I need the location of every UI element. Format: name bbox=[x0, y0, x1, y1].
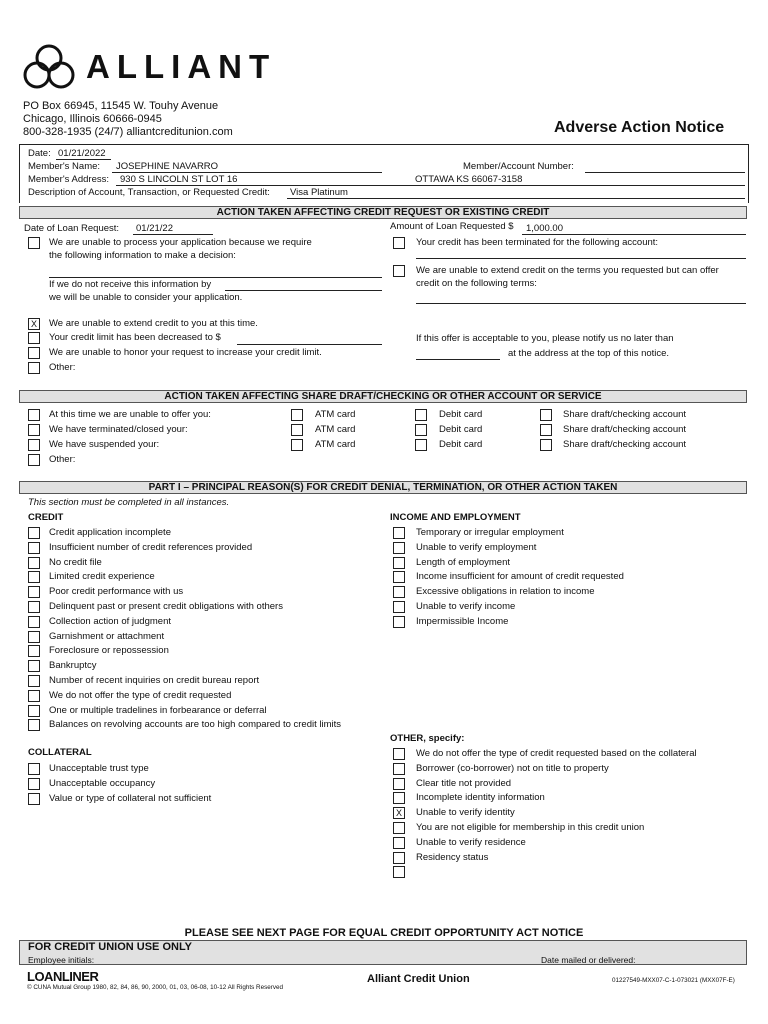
other-reason-3: Incomplete identity information bbox=[416, 792, 545, 804]
checkbox-debit-1[interactable] bbox=[415, 409, 427, 421]
credit-union-use-only: FOR CREDIT UNION USE ONLY bbox=[28, 941, 192, 953]
income-checkbox-1[interactable] bbox=[393, 542, 405, 554]
atm-card-1: ATM card bbox=[315, 409, 356, 420]
credit-checkbox-12[interactable] bbox=[28, 705, 40, 717]
option-terminated: Your credit has been terminated for the following account: bbox=[416, 237, 659, 248]
other-checkbox-7[interactable] bbox=[393, 852, 405, 864]
member-address: 930 S LINCOLN ST LOT 16 bbox=[120, 174, 238, 185]
credit-checkbox-13[interactable] bbox=[28, 719, 40, 731]
income-checkbox-2[interactable] bbox=[393, 557, 405, 569]
credit-checkbox-1[interactable] bbox=[28, 542, 40, 554]
section3-title: PART I – PRINCIPAL REASON(S) FOR CREDIT DENIAL, TERMINATION, OR OTHER ACTION TAKEN bbox=[19, 481, 747, 494]
unable-to-consider: we will be unable to consider your application. bbox=[49, 292, 243, 303]
credit-reason-10: Number of recent inquiries on credit bureau report bbox=[49, 675, 260, 686]
income-checkbox-4[interactable] bbox=[393, 586, 405, 598]
other-reason-5: You are not eligible for membership in this credit union bbox=[416, 822, 645, 833]
date-mailed: Date mailed or delivered: bbox=[541, 955, 636, 965]
credit-reason-8: Foreclosure or repossession bbox=[49, 645, 169, 657]
credit-checkbox-2[interactable] bbox=[28, 557, 40, 569]
income-reason-1: Unable to verify employment bbox=[416, 541, 537, 553]
other-reason-1: Borrower (co-borrower) not on title to property bbox=[416, 762, 609, 774]
checkbox-atm-2[interactable] bbox=[291, 424, 303, 436]
other-heading: OTHER, specify: bbox=[390, 733, 465, 744]
amount-label: Amount of Loan Requested $ bbox=[390, 221, 514, 232]
checkbox-unable-extend[interactable] bbox=[28, 318, 40, 330]
credit-reason-4: Poor credit performance with us bbox=[49, 586, 184, 598]
credit-checkbox-3[interactable] bbox=[28, 571, 40, 583]
description-value: Visa Platinum bbox=[290, 187, 348, 198]
info-by-label: If we do not receive this information by bbox=[49, 279, 212, 290]
brand-name: ALLIANT bbox=[86, 48, 277, 85]
debit-card-3: Debit card bbox=[439, 439, 483, 450]
credit-reason-3: Limited credit experience bbox=[49, 571, 155, 583]
row-other-account: Other: bbox=[49, 454, 76, 465]
checkbox-suspended[interactable] bbox=[28, 439, 40, 451]
other-checkbox-1[interactable] bbox=[393, 763, 405, 775]
income-heading: INCOME AND EMPLOYMENT bbox=[390, 512, 521, 523]
credit-reason-9: Bankruptcy bbox=[49, 660, 97, 672]
option-unable-extend: We are unable to extend credit to you at this time. bbox=[49, 318, 258, 329]
alliant-rings-icon bbox=[20, 44, 78, 92]
checkbox-need-info[interactable] bbox=[28, 237, 40, 249]
address-line-3: 800-328-1935 (24/7) alliantcreditunion.com bbox=[23, 126, 233, 138]
option-limit-decreased: Your credit limit has been decreased to $ bbox=[49, 332, 221, 343]
credit-checkbox-10[interactable] bbox=[28, 675, 40, 687]
option-need-info: We are unable to process your application because we require bbox=[49, 237, 312, 248]
copyright: © CUNA Mutual Group 1980, 82, 84, 86, 90, 2000, 01, 03, 06-08, 10-12 All Rights Reserved bbox=[27, 984, 283, 991]
debit-card-2: Debit card bbox=[439, 424, 483, 435]
row-suspended: We have suspended your: bbox=[49, 439, 160, 450]
other-checkbox-3[interactable] bbox=[393, 792, 405, 804]
credit-reason-11: We do not offer the type of credit requested bbox=[49, 689, 232, 701]
credit-reason-7: Garnishment or attachment bbox=[49, 630, 165, 642]
address-line-1: PO Box 66945, 11545 W. Touhy Avenue bbox=[23, 100, 219, 112]
income-reason-0: Temporary or irregular employment bbox=[416, 527, 564, 538]
credit-reason-6: Collection action of judgment bbox=[49, 615, 171, 627]
credit-checkbox-4[interactable] bbox=[28, 586, 40, 598]
other-checkbox-8[interactable] bbox=[393, 866, 405, 878]
other-checkbox-5[interactable] bbox=[393, 822, 405, 834]
checkbox-share-1[interactable] bbox=[540, 409, 552, 421]
date-value: 01/21/2022 bbox=[58, 148, 106, 159]
section1-title: ACTION TAKEN AFFECTING CREDIT REQUEST OR EXISTING CREDIT bbox=[19, 206, 747, 219]
credit-union-name: Alliant Credit Union bbox=[367, 973, 470, 985]
share-draft-1: Share draft/checking account bbox=[563, 409, 687, 420]
income-reason-4: Excessive obligations in relation to income bbox=[416, 586, 595, 598]
amount-value: 1,000.00 bbox=[526, 223, 563, 234]
alliant-logo bbox=[20, 44, 290, 96]
form-code: 01227549-MXX07-C-1-073021 (MXX07F-E) bbox=[612, 977, 735, 984]
loan-date-label: Date of Loan Request: bbox=[24, 223, 120, 234]
credit-reason-2: No credit file bbox=[49, 556, 102, 568]
other-reason-2: Clear title not provided bbox=[416, 777, 512, 789]
checkbox-debit-2[interactable] bbox=[415, 424, 427, 436]
checkbox-share-2[interactable] bbox=[540, 424, 552, 436]
collateral-reason-1: Unacceptable occupancy bbox=[49, 777, 156, 789]
option-unable-increase: We are unable to honor your request to increase your credit limit. bbox=[49, 347, 322, 358]
member-name-label: Member's Name: bbox=[28, 161, 101, 172]
checkbox-limit-decreased[interactable] bbox=[28, 332, 40, 344]
credit-checkbox-5[interactable] bbox=[28, 601, 40, 613]
income-checkbox-3[interactable] bbox=[393, 571, 405, 583]
offer-address-text: at the address at the top of this notice. bbox=[508, 348, 670, 359]
collateral-checkbox-2[interactable] bbox=[28, 793, 40, 805]
credit-checkbox-9[interactable] bbox=[28, 660, 40, 672]
checkbox-terminated[interactable] bbox=[393, 237, 405, 249]
checkbox-atm-1[interactable] bbox=[291, 409, 303, 421]
option-counter-offer-2: credit on the following terms: bbox=[416, 278, 537, 289]
credit-reason-12: One or multiple tradelines in forbearance or deferral bbox=[49, 704, 267, 716]
date-label: Date: bbox=[28, 148, 51, 159]
income-reason-5: Unable to verify income bbox=[416, 601, 516, 612]
loanliner-logo: LOANLINER bbox=[27, 969, 99, 984]
atm-card-3: ATM card bbox=[315, 439, 356, 450]
checkbox-other-credit[interactable] bbox=[28, 362, 40, 374]
credit-checkbox-6[interactable] bbox=[28, 616, 40, 628]
other-checkbox-6[interactable] bbox=[393, 837, 405, 849]
other-checkbox-0[interactable] bbox=[393, 748, 405, 760]
see-next-page: PLEASE SEE NEXT PAGE FOR EQUAL CREDIT OPPORTUNITY ACT NOTICE bbox=[184, 927, 584, 939]
description-label: Description of Account, Transaction, or Requested Credit: bbox=[28, 187, 270, 198]
section2-title: ACTION TAKEN AFFECTING SHARE DRAFT/CHECKING OR OTHER ACCOUNT OR SERVICE bbox=[19, 390, 747, 403]
other-checkbox-2[interactable] bbox=[393, 778, 405, 790]
income-reason-3: Income insufficient for amount of credit requested bbox=[416, 571, 624, 583]
collateral-checkbox-0[interactable] bbox=[28, 763, 40, 775]
checkbox-unable-offer[interactable] bbox=[28, 409, 40, 421]
checkbox-debit-3[interactable] bbox=[415, 439, 427, 451]
credit-checkbox-8[interactable] bbox=[28, 645, 40, 657]
loan-date: 01/21/22 bbox=[136, 223, 173, 234]
row-unable-offer: At this time we are unable to offer you: bbox=[49, 409, 211, 420]
income-checkbox-5[interactable] bbox=[393, 601, 405, 613]
credit-reason-1: Insufficient number of credit references provided bbox=[49, 541, 253, 553]
share-draft-3: Share draft/checking account bbox=[563, 439, 687, 450]
checkbox-share-3[interactable] bbox=[540, 439, 552, 451]
address-line-2: Chicago, Illinois 60666-0945 bbox=[23, 113, 162, 125]
checkbox-unable-increase[interactable] bbox=[28, 347, 40, 359]
debit-card-1: Debit card bbox=[439, 409, 483, 420]
credit-checkbox-7[interactable] bbox=[28, 631, 40, 643]
other-checkbox-4[interactable] bbox=[393, 807, 405, 819]
member-city: OTTAWA KS 66067-3158 bbox=[415, 174, 523, 185]
check-mark: X bbox=[395, 808, 402, 819]
check-mark: X bbox=[30, 319, 37, 329]
income-reason-6: Impermissible Income bbox=[416, 615, 509, 627]
checkbox-atm-3[interactable] bbox=[291, 439, 303, 451]
option-other-credit: Other: bbox=[49, 362, 76, 373]
option-counter-offer: We are unable to extend credit on the terms you requested but can offer bbox=[416, 265, 719, 276]
member-name: JOSEPHINE NAVARRO bbox=[116, 161, 219, 172]
account-number-label: Member/Account Number: bbox=[463, 161, 574, 172]
other-reason-0: We do not offer the type of credit requested based on the collateral bbox=[416, 748, 697, 759]
other-reason-4: Unable to verify identity bbox=[416, 807, 515, 819]
credit-reason-0: Credit application incomplete bbox=[49, 527, 171, 538]
credit-reason-5: Delinquent past or present credit obligations with others bbox=[49, 601, 283, 612]
row-terminated-closed: We have terminated/closed your: bbox=[49, 424, 188, 435]
section3-note: This section must be completed in all instances. bbox=[28, 497, 230, 508]
credit-reason-13: Balances on revolving accounts are too high compared to credit limits bbox=[49, 719, 342, 731]
option-need-info-2: the following information to make a decision: bbox=[49, 250, 236, 261]
checkbox-counter-offer[interactable] bbox=[393, 265, 405, 277]
credit-heading: CREDIT bbox=[28, 512, 64, 523]
offer-acceptable-text: If this offer is acceptable to you, please notify us no later than bbox=[416, 333, 674, 344]
checkbox-other-account[interactable] bbox=[28, 454, 40, 466]
income-reason-2: Length of employment bbox=[416, 556, 511, 568]
collateral-reason-2: Value or type of collateral not sufficient bbox=[49, 792, 212, 804]
share-draft-2: Share draft/checking account bbox=[563, 424, 687, 435]
other-reason-7: Residency status bbox=[416, 851, 489, 863]
credit-checkbox-11[interactable] bbox=[28, 690, 40, 702]
income-checkbox-6[interactable] bbox=[393, 616, 405, 628]
checkbox-terminated-closed[interactable] bbox=[28, 424, 40, 436]
collateral-checkbox-1[interactable] bbox=[28, 778, 40, 790]
member-address-label: Member's Address: bbox=[28, 174, 110, 185]
income-checkbox-0[interactable] bbox=[393, 527, 405, 539]
atm-card-2: ATM card bbox=[315, 424, 356, 435]
page-title: Adverse Action Notice bbox=[554, 119, 725, 136]
collateral-heading: COLLATERAL bbox=[28, 747, 92, 758]
other-reason-6: Unable to verify residence bbox=[416, 836, 526, 848]
credit-checkbox-0[interactable] bbox=[28, 527, 40, 539]
collateral-reason-0: Unacceptable trust type bbox=[49, 763, 149, 774]
employee-initials: Employee initials: bbox=[28, 955, 95, 965]
